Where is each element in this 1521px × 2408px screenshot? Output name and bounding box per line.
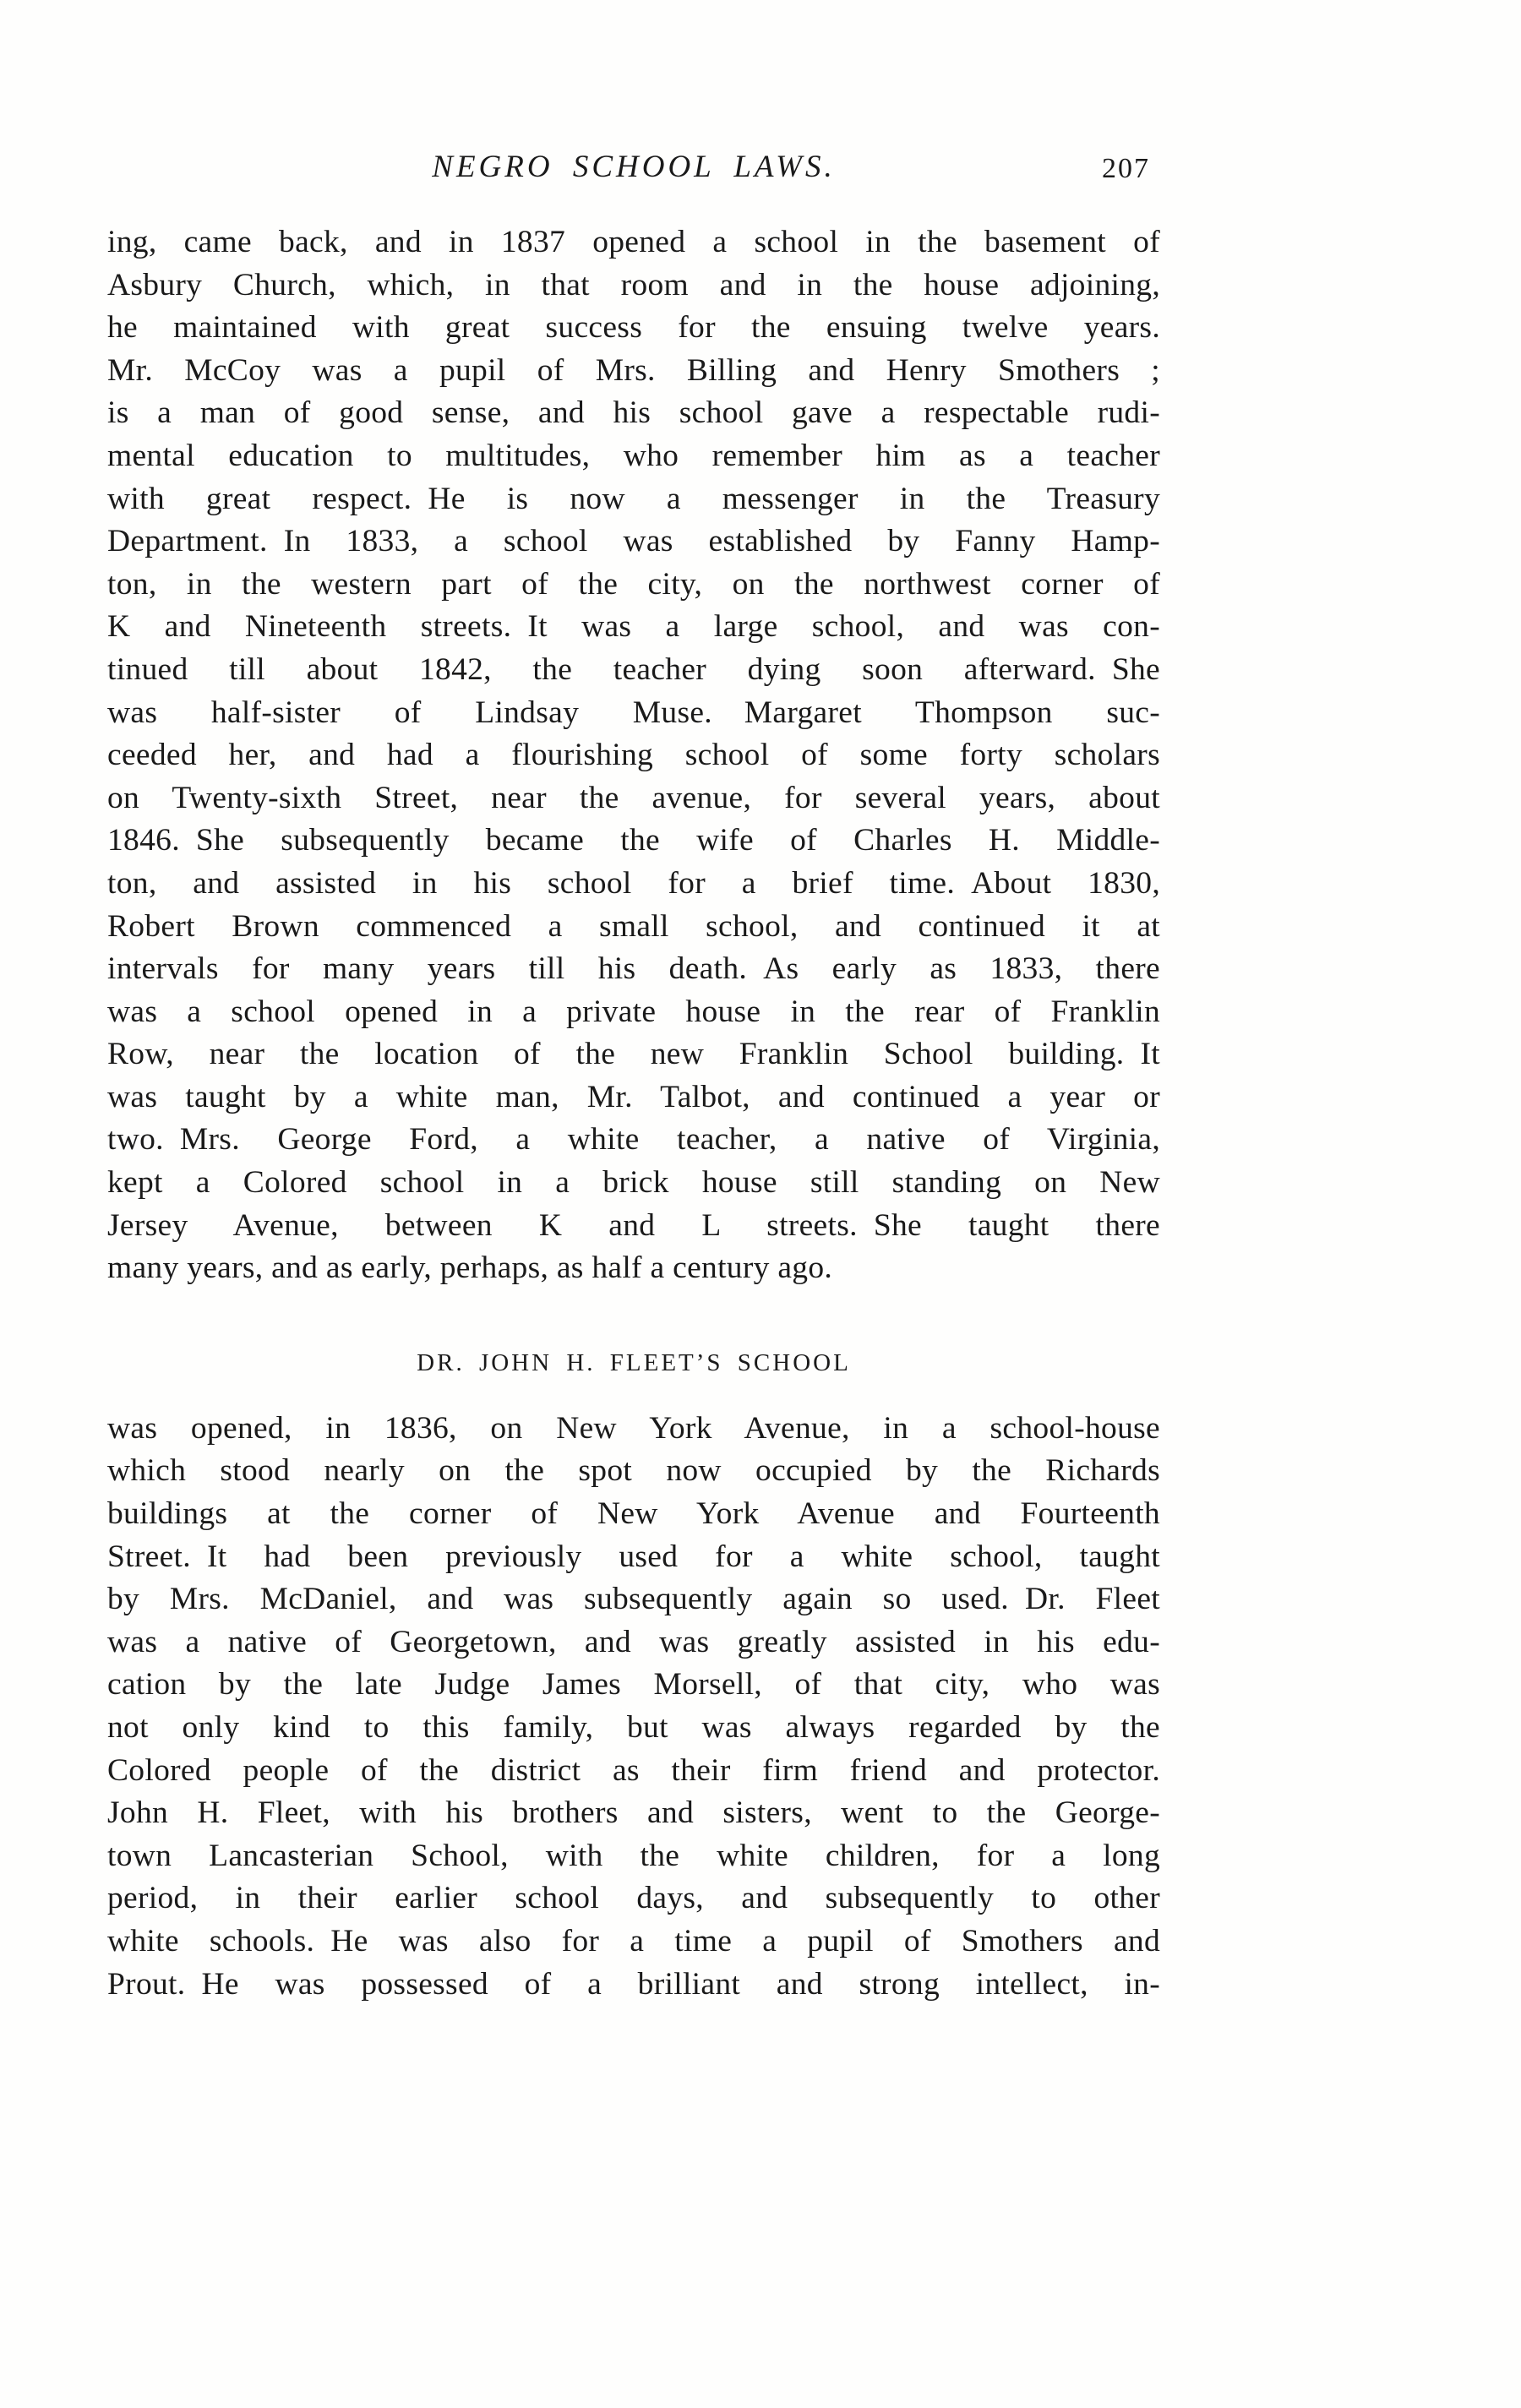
text-line: ton, in the western part of the city, on the northwest corner of — [107, 566, 1160, 602]
text-line: ceeded her, and had a flourishing school of some forty scholars — [107, 738, 1160, 773]
text-line: Department. In 1833, a school was established by Fanny Hamp- — [107, 524, 1160, 559]
text-line: town Lancasterian School, with the white children, for a long — [107, 1838, 1160, 1873]
text-line: kept a Colored school in a brick house still standing on New — [107, 1165, 1160, 1201]
text-line: was a school opened in a private house in the rear of Franklin — [107, 994, 1160, 1029]
text-line: intervals for many years till his death. As early as 1833, there — [107, 951, 1160, 987]
section-heading: DR. JOHN H. FLEET’S SCHOOL — [417, 1348, 851, 1376]
text-line: cation by the late Judge James Morsell, of that city, who was — [107, 1667, 1160, 1702]
text-line: was a native of Georgetown, and was greatly assisted in his edu- — [107, 1624, 1160, 1659]
text-line: he maintained with great success for the ensuing twelve years. — [107, 310, 1160, 346]
text-line: ton, and assisted in his school for a brief time. About 1830, — [107, 865, 1160, 901]
text-line: is a man of good sense, and his school gave a respectable rudi- — [107, 395, 1160, 431]
text-line: Asbury Church, which, in that room and in the house adjoining, — [107, 267, 1160, 302]
text-line: Mr. McCoy was a pupil of Mrs. Billing and Henry Smothers ; — [107, 352, 1160, 388]
text-line: period, in their earlier school days, and subsequently to other — [107, 1881, 1160, 1916]
text-line: Prout. He was possessed of a brilliant and strong intellect, in- — [107, 1966, 1160, 2002]
text-line: two. Mrs. George Ford, a white teacher, a native of Virginia, — [107, 1122, 1160, 1158]
running-head — [107, 149, 1160, 201]
page-body — [107, 221, 1160, 2006]
text-line: not only kind to this family, but was always regarded by the — [107, 1710, 1160, 1745]
text-line: tinued till about 1842, the teacher dying soon afterward. She — [107, 651, 1160, 687]
text-line: 1846. She subsequently became the wife of Charles H. Middle- — [107, 823, 1160, 858]
text-line: was opened, in 1836, on New York Avenue, in a school-house — [107, 1410, 1160, 1446]
text-line: many years, and as early, perhaps, as half a century ago. — [107, 1250, 833, 1286]
text-line: by Mrs. McDaniel, and was subsequently again so used. Dr. Fleet — [107, 1582, 1160, 1617]
text-line: on Twenty-sixth Street, near the avenue, for several years, about — [107, 780, 1160, 815]
text-line: was taught by a white man, Mr. Talbot, and continued a year or — [107, 1079, 1160, 1114]
text-line: Street. It had been previously used for a white school, taught — [107, 1539, 1160, 1574]
text-line: ing, came back, and in 1837 opened a school in the basement of — [107, 225, 1160, 259]
text-line: mental education to multitudes, who remember him as a teacher — [107, 438, 1160, 473]
page-header-title: NEGRO SCHOOL LAWS. — [432, 150, 836, 184]
text-line: K and Nineteenth streets. It was a large school, and was con- — [107, 609, 1160, 645]
text-line: Jersey Avenue, between K and L streets. She taught there — [107, 1207, 1160, 1243]
text-line: John H. Fleet, with his brothers and sisters, went to the George- — [107, 1795, 1160, 1831]
text-line: buildings at the corner of New York Avenue and Fourteenth — [107, 1496, 1160, 1532]
text-line: white schools. He was also for a time a pupil of Smothers and — [107, 1923, 1160, 1959]
paragraph-2 — [107, 1408, 1160, 2006]
page-number: 207 — [1102, 153, 1150, 184]
text-line: which stood nearly on the spot now occupied by the Richards — [107, 1453, 1160, 1489]
text-line: Colored people of the district as their firm friend and protector. — [107, 1752, 1160, 1788]
text-line: Robert Brown commenced a small school, and continued it at — [107, 908, 1160, 944]
paragraph-1 — [107, 221, 1160, 1290]
text-line: with great respect. He is now a messenger in the Treasury — [107, 481, 1160, 516]
text-line: was half-sister of Lindsay Muse. Margaret Thompson suc- — [107, 695, 1160, 730]
text-line: Row, near the location of the new Franklin School building. It — [107, 1037, 1160, 1072]
